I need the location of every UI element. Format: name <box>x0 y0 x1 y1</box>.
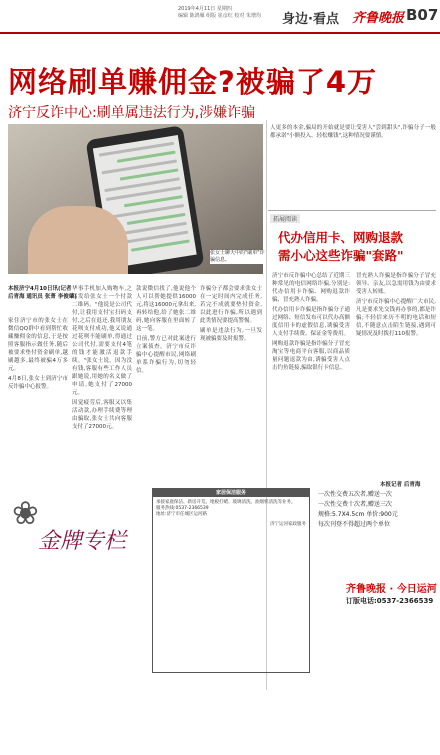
paragraph: 家住济宁市的张女士在微信QQ群中看到帮忙收藏赚佣金的信息,于是按照客服指示做任务,随后被要求垫付资金刷单,越刷越多,最终被骗4万多元。 <box>8 318 68 372</box>
article-column-1 <box>8 317 68 482</box>
article-column-3 <box>136 285 196 482</box>
service-ad <box>152 488 310 673</box>
paper-logo: 齐鲁晚报 <box>352 11 405 26</box>
masthead-meta <box>178 6 261 20</box>
article-byline: 本报济宁4月10日讯(记者 后青海 通讯员 张菁 李俊肇) <box>8 286 77 300</box>
issue-date: 2019年4月11日 星期四 <box>178 6 232 12</box>
photo-caption: 张女士聊天中的"刷单"诈骗信息。 <box>210 250 265 263</box>
section-name: 身边·看点 <box>282 12 339 27</box>
paragraph: 刷单是违法行为,一旦发现被骗要及时报警。 <box>200 328 262 342</box>
pricing-line: 一次性交费十次者,赠送三次 <box>318 501 392 508</box>
pricing-ad-brand: 齐鲁晚报 · 今日运河 <box>346 584 437 595</box>
sidebar-headline: 代办信用卡、网购退款 <box>278 230 404 245</box>
service-ad-title: 家居保洁服务 <box>153 489 309 497</box>
column-ad <box>8 488 148 578</box>
sidebar-column-1 <box>272 272 350 477</box>
hand-image <box>28 206 128 274</box>
paragraph: 网购退款诈骗是指诈骗分子冒充淘宝等电商平台客服,以商品质量问题退款为由,诱骗受害人点击钓鱼链接,骗取银行卡信息。 <box>272 341 350 371</box>
pricing-line: 规格:5.7X4.5cm 单价:900元 <box>318 511 398 518</box>
editors-line: 编辑 陈鸿雁 组版 崔彦红 校对 朱增均 <box>178 13 261 19</box>
pricing-ad-phone: 订版电话:0537-2366539 <box>346 597 434 605</box>
paragraph: 济宁市反诈骗中心总结了近期三种常见的电信网络诈骗,分别是:代办信用卡诈骗、网购退款诈骗、冒充熟人诈骗。 <box>272 273 350 303</box>
paragraph: 诈骗分子都会要求张女士在一定时间内完成任务,若完不成就要垫付资金,以此进行诈骗,所以遇到此类情况要提高警惕。 <box>200 286 262 324</box>
paragraph: 代办信用卡诈骗是指诈骗分子通过网络、短信发布可以代办高额度信用卡的虚假信息,诱骗受害人支付手续费、保证金等费用。 <box>272 307 350 337</box>
paragraph: 4月8日,张女士到济宁市反诈骗中心报警。 <box>8 376 68 390</box>
sidebar-headline-2: 需小心这些诈骗"套路" <box>278 248 404 263</box>
sidebar-signoff: 本报记者 后青海 <box>380 482 421 488</box>
paragraph: 目前,警方已对此案进行立案侦查。济宁市反诈骗中心提醒市民,网络刷单系诈骗行为,切勿轻信。 <box>136 336 196 374</box>
masthead <box>0 0 440 34</box>
service-ad-text: 服务热线:0537-2366539 <box>156 506 209 511</box>
article-subhead: 济宁反诈中心:刷单属违法行为,涉嫌诈骗 <box>8 105 256 121</box>
article-column-5 <box>270 124 436 206</box>
flower-icon: ❀ <box>12 494 39 532</box>
paragraph: 因觉疲劳后,客服又以集活动款,办理手续费等理由骗取,张女士共向客服支付了27000元。 <box>72 400 132 430</box>
column-ad-title: 金牌专栏 <box>38 529 127 554</box>
article-column-4 <box>200 285 262 482</box>
service-ad-text: 地址:济宁市任城区运河路 <box>156 512 208 517</box>
paragraph: 冒充熟人诈骗是指诈骗分子冒充领导、亲友,以急需用钱为由要求受害人转账。 <box>356 273 436 295</box>
pricing-line: 每次刊登不得超过两个单位 <box>318 521 391 528</box>
pricing-ad <box>318 490 436 530</box>
article-headline: 网络刷单赚佣金?被骗了4万 <box>8 65 378 99</box>
service-ad-signature: 济宁运河家政服务 <box>270 522 306 527</box>
paragraph: 人更多的本金,骗局的开始就是要让受害人"尝到甜头",诈骗分子一般都承诺"小额投入、轻松赚钱",这种情况要谨慎。 <box>270 125 436 139</box>
page-number: B07 <box>406 6 439 24</box>
sidebar-label: 拓展阅读 <box>270 214 300 223</box>
pricing-line: 一次性交费五次者,赠送一次 <box>318 491 392 498</box>
service-ad-text: 承接家庭保洁、新房开荒、地板打蜡、玻璃清洗、油烟机清洗等业务。 <box>156 500 296 505</box>
paragraph: 华事手机加入购物车,之后发给张女士一个付款二维码。"他说是公司代付,让我用支付宝扫码支付,之后在退还,我用朋友花呗支付成功,他又说通过花呗不能刷单,得通过公司代付,需要支付4笔的钱才能激活退款手续。"张女士说。因为没有钱,客服有些工作人员跟她说,用她的名义做了申请,她支付了27000元。 <box>72 286 132 396</box>
paragraph: 款说微信找了,他说他个人可以帮她提供16000元,将这16000元拿出来,再转给他,给了她张二维码,她向客服在里面转了这一笔。 <box>136 286 196 332</box>
paragraph: 济宁市反诈骗中心提醒广大市民,凡是要求先交钱再办事的,都是诈骗;不轻信来历不明的电话和短信,不随意点击陌生链接,遇到可疑情况及时拨打110报警。 <box>356 299 436 337</box>
sidebar-column-2 <box>356 272 436 477</box>
article-column-2 <box>72 285 132 482</box>
section-rule <box>268 210 436 211</box>
